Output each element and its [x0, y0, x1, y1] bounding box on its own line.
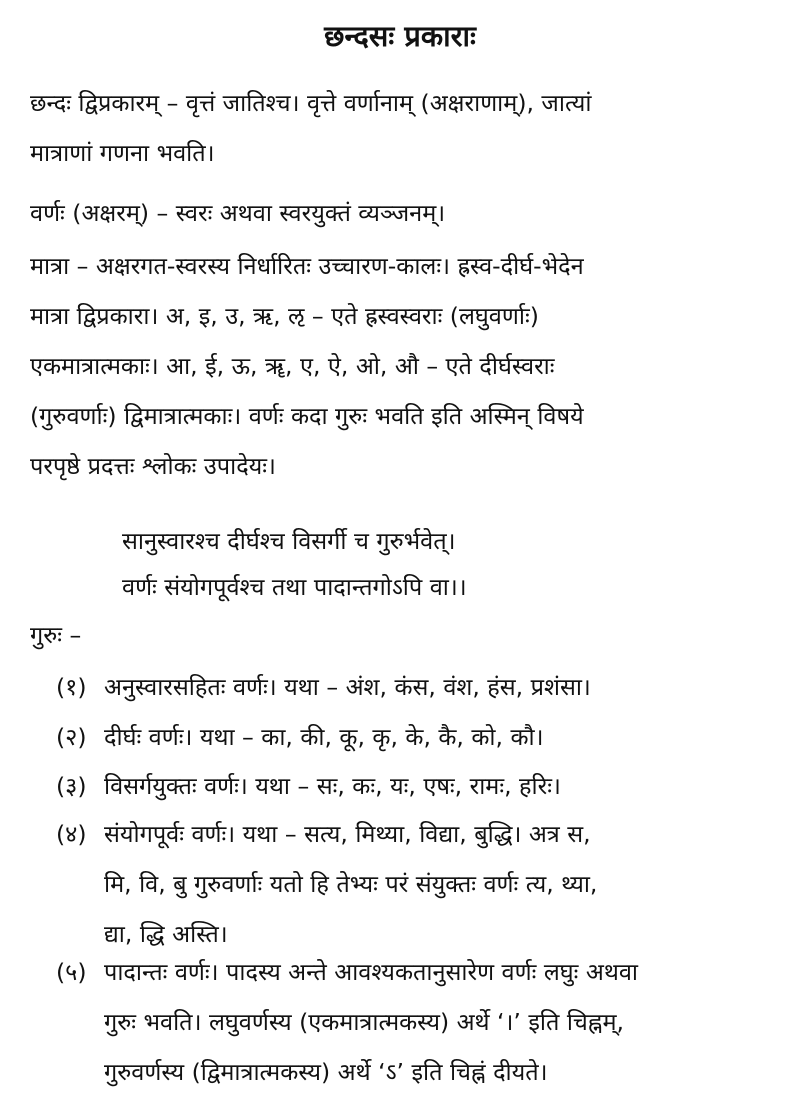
rule-number: (५) [56, 958, 87, 986]
rule-line: अनुस्वारसहितः वर्णः। यथा – अंश, कंस, वंश, हंस, प्रशंसा। [104, 673, 591, 701]
paragraph-line: मात्रा द्विप्रकारा। अ, इ, उ, ऋ, ऌ – एते ह्रस्वस्वराः (लघुवर्णाः) [30, 302, 539, 330]
paragraph-line: मात्रा – अक्षरगत-स्वरस्य निर्धारितः उच्चारण-कालः। ह्रस्व-दीर्घ-भेदेन [30, 252, 584, 280]
paragraph-line: मात्राणां गणना भवति। [30, 139, 215, 167]
paragraph-line: (गुरुवर्णाः) द्विमात्रात्मकाः। वर्णः कदा गुरुः भवति इति अस्मिन् विषये [30, 402, 584, 430]
verse-line: वर्णः संयोगपूर्वश्च तथा पादान्तगोऽपि वा।। [122, 573, 467, 601]
rule-body [104, 809, 597, 959]
paragraph-matra-definition [30, 241, 780, 491]
paragraph-line: वर्णः (अक्षरम्) – स्वरः अथवा स्वरयुक्तं व्यञ्जनम्। [30, 199, 446, 227]
paragraph-line: एकमात्रात्मकाः। आ, ई, ऊ, ॠ, ए, ऐ, ओ, औ – एते दीर्घस्वराः [30, 352, 555, 380]
rule-line: मि, वि, बु गुरुवर्णाः यतो हि तेभ्यः परं संयुक्तः वर्णः त्य, थ्या, [104, 870, 598, 898]
rule-number: (४) [56, 820, 87, 848]
rule-body [104, 761, 561, 811]
rule-number: (२) [56, 723, 87, 751]
rule-body [104, 947, 638, 1097]
rule-number: (१) [56, 673, 87, 701]
page-title: छन्दसः प्रकाराः [324, 19, 476, 53]
paragraph-chhanda-types [30, 78, 780, 178]
rule-line: विसर्गयुक्तः वर्णः। यथा – सः, कः, यः, एषः, रामः, हरिः। [104, 772, 561, 800]
verse-line: सानुस्वारश्च दीर्घश्च विसर्गी च गुरुर्भवेत्। [122, 527, 456, 555]
paragraph-line: परपृष्ठे प्रदत्तः श्लोकः उपादेयः। [30, 452, 276, 480]
shloka-verse [122, 518, 467, 610]
guru-heading: गुरुः – [30, 621, 82, 649]
paragraph-varna-definition [30, 188, 780, 238]
rule-body [104, 662, 591, 712]
rule-line: संयोगपूर्वः वर्णः। यथा – सत्य, मिथ्या, विद्या, बुद्धि। अत्र स, [104, 820, 591, 848]
rule-number: (३) [56, 772, 87, 800]
rule-body [104, 712, 544, 762]
rule-line: गुरुवर्णस्य (द्विमात्रात्मकस्य) अर्थे ‘ऽ’ इति चिह्नं दीयते। [104, 1058, 548, 1086]
rule-line: द्या, द्धि अस्ति। [104, 920, 228, 948]
rule-line: दीर्घः वर्णः। यथा – का, की, कू, कृ, के, कै, को, कौ। [104, 723, 544, 751]
paragraph-line: छन्दः द्विप्रकारम् – वृत्तं जातिश्च। वृत्ते वर्णानाम् (अक्षराणाम्), जात्यां [30, 89, 592, 117]
rule-line: पादान्तः वर्णः। पादस्य अन्ते आवश्यकतानुसारेण वर्णः लघुः अथवा [104, 958, 638, 986]
rule-line: गुरुः भवति। लघुवर्णस्य (एकमात्रात्मकस्य) अर्थे ‘।’ इति चिह्नम्, [104, 1008, 624, 1036]
